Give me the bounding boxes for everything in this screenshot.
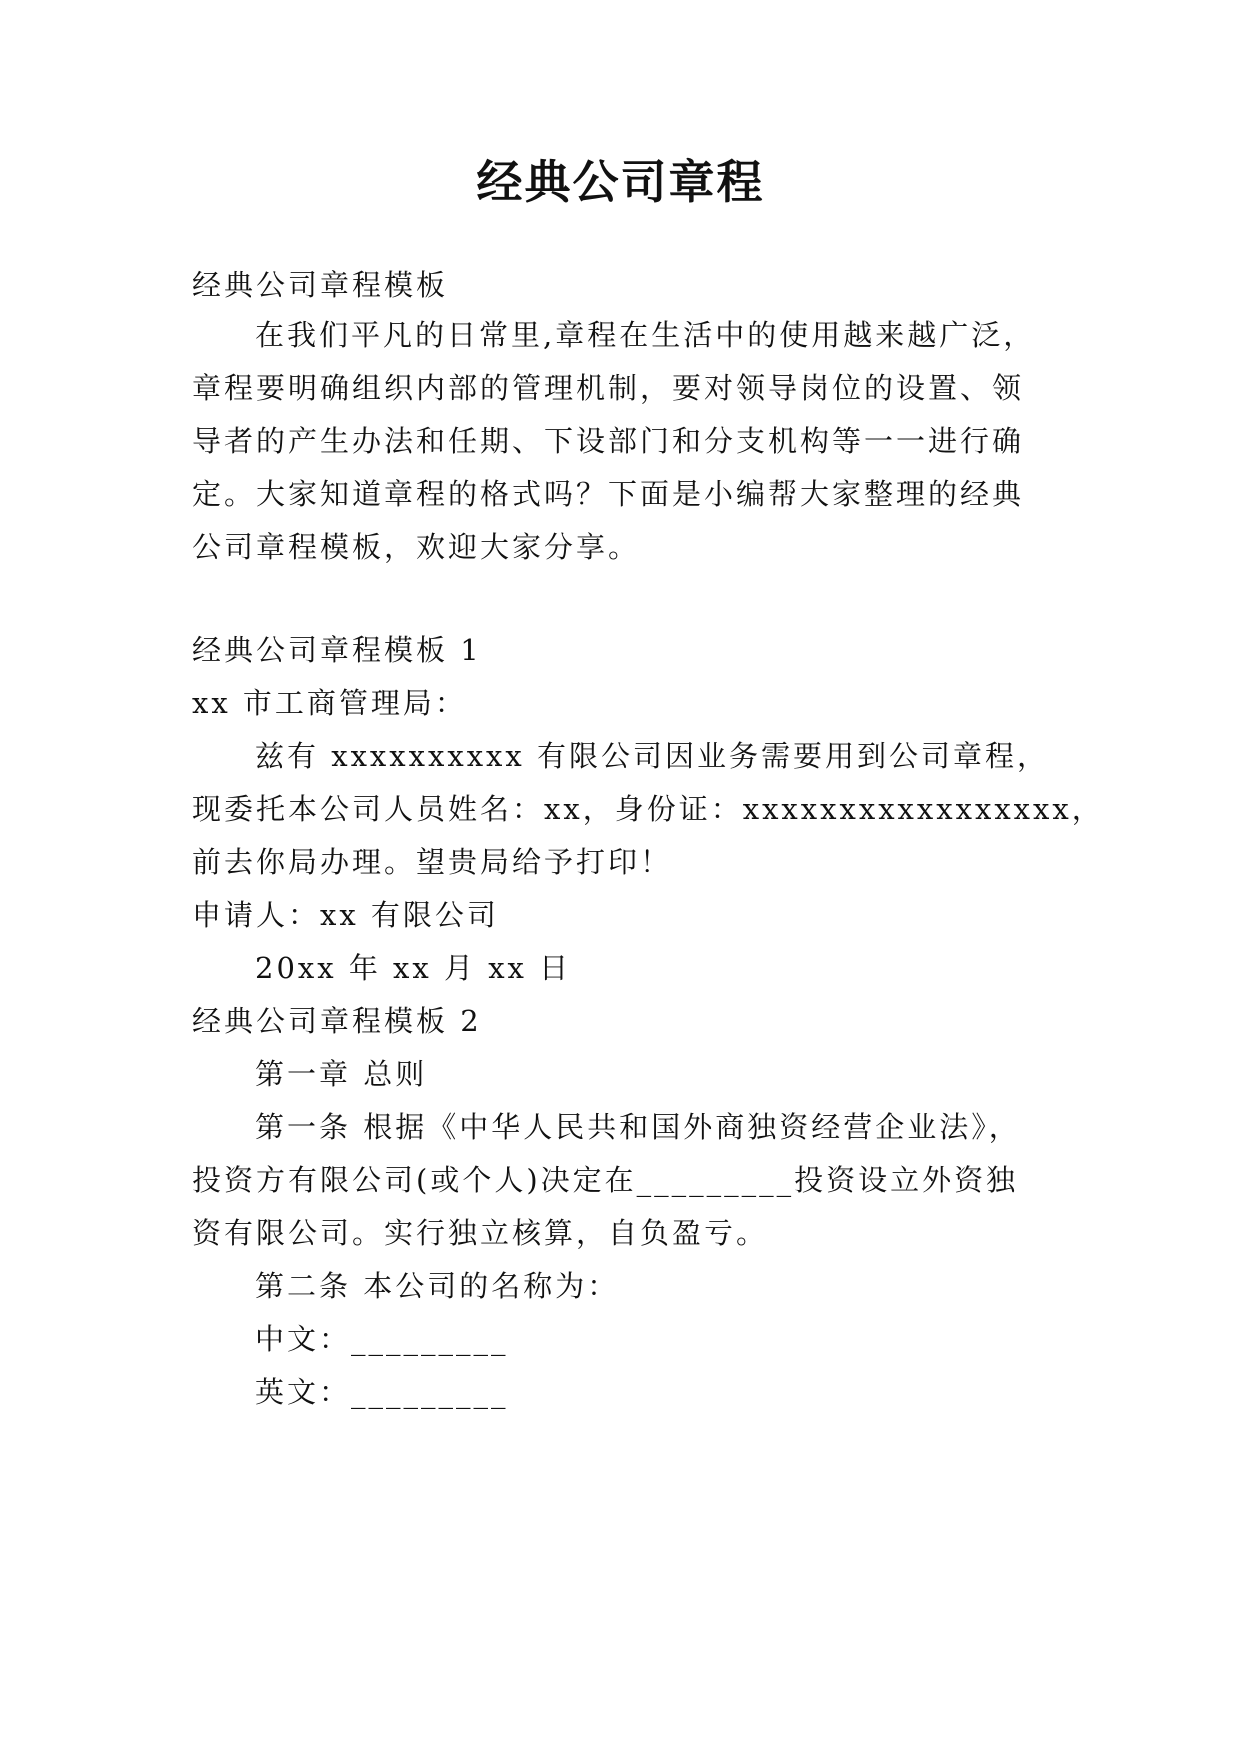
name-english-line: 英文：_________ [255, 1375, 509, 1409]
paragraph-line: 现委托本公司人员姓名：xx，身份证：xxxxxxxxxxxxxxxxx， [192, 792, 1104, 826]
paragraph-line: 导者的产生办法和任期、下设部门和分支机构等一一进行确 [192, 424, 1025, 458]
paragraph-line: 前去你局办理。望贵局给予打印！ [192, 845, 673, 879]
article-line: 投资方有限公司(或个人)决定在_________投资设立外资独 [192, 1163, 1019, 1197]
name-chinese-line: 中文：_________ [255, 1322, 509, 1356]
paragraph-line: 定。大家知道章程的格式吗？下面是小编帮大家整理的经典 [192, 477, 1025, 511]
applicant-line: 申请人：xx 有限公司 [192, 898, 499, 932]
article-line: 第二条 本公司的名称为： [255, 1269, 620, 1303]
section-heading: 经典公司章程模板 [192, 268, 449, 302]
article-line: 资有限公司。实行独立核算，自负盈亏。 [192, 1216, 769, 1250]
paragraph-line: 公司章程模板，欢迎大家分享。 [192, 530, 641, 564]
paragraph-line: 兹有 xxxxxxxxxx 有限公司因业务需要用到公司章程， [255, 739, 1049, 773]
chapter-heading: 第一章 总则 [255, 1057, 428, 1091]
date-line: 20xx 年 xx 月 xx 日 [255, 951, 572, 985]
paragraph-line: 在我们平凡的日常里,章程在生活中的使用越来越广泛， [255, 318, 1036, 352]
section-heading: 经典公司章程模板 1 [192, 633, 482, 667]
paragraph-line: 章程要明确组织内部的管理机制，要对领导岗位的设置、领 [192, 371, 1025, 405]
addressee-line: xx 市工商管理局： [192, 686, 467, 720]
section-heading: 经典公司章程模板 2 [192, 1004, 482, 1038]
document-title: 经典公司章程 [476, 155, 765, 209]
article-line: 第一条 根据《中华人民共和国外商独资经营企业法》， [255, 1110, 1021, 1144]
